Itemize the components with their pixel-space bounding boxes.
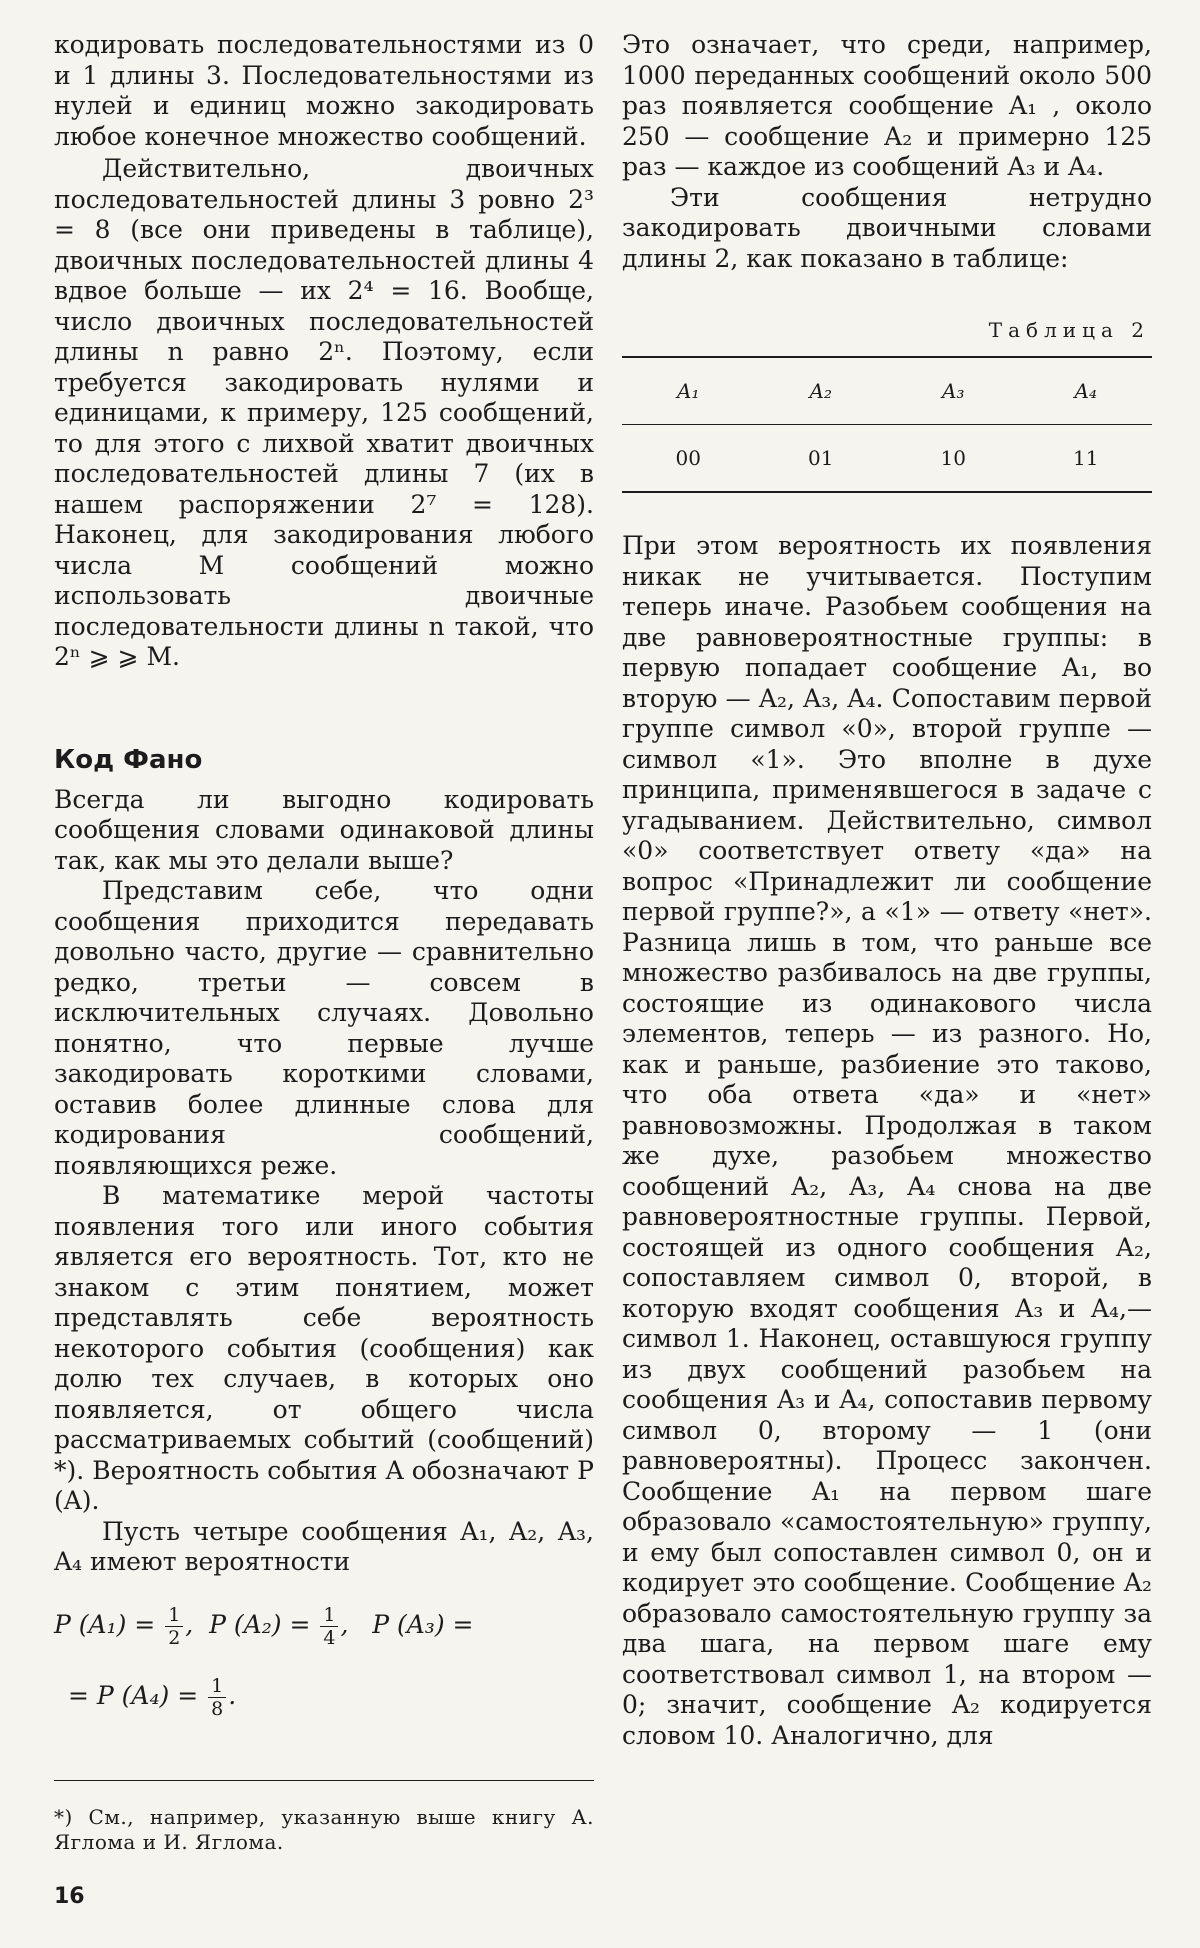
footnote: *) См., например, указанную выше книгу А. Яглома и И. Яглома.: [54, 1804, 594, 1854]
table-cell: 01: [808, 446, 834, 470]
formula-term: = P (A₄) =: [68, 1680, 199, 1710]
paragraph: Всегда ли выгодно кодировать сообщения словами одинаковой длины так, как мы это делали выше?: [54, 784, 594, 875]
right-column: [622, 30, 1152, 1751]
left-column: [54, 30, 594, 1855]
table-header-row: [622, 357, 1152, 425]
probability-formula: P (A₁) = $\frac{1}{2}$ , P (A₂) = $\frac{1}{4}$ , P (A₃) = = P (A₄) = $\frac{1}{8}$ .: [54, 1603, 474, 1720]
formula-term: P (A₃) =: [372, 1609, 474, 1639]
page-number: 16: [54, 1884, 85, 1909]
paragraph: кодировать последовательностями из 0 и 1 длины 3. Последовательностями из нулей и единиц можно закодировать любое конечное множество сообщений.: [54, 30, 594, 151]
table-header-cell: A₄: [1074, 379, 1097, 403]
paragraph: При этом вероятность их появления никак не учитывается. Поступим теперь иначе. Разобьем сообщения на две равновероятностные группы: в первую попадает сообщение A₁, во вторую — A₂, A₃, A₄. Сопоставим первой группе символ «0», второй группе — символ «1». Это вполне в духе принципа, применявшегося в задаче с угадыванием. Действительно, символ «0» соответствует ответу «да» на вопрос «Принадлежит ли сообщение первой группе?», а «1» — ответу «нет». Разница лишь в том, что раньше все множество разбивалось на две группы, состоящие из одинакового числа элементов, теперь — из разного. Но, как и раньше, разбиение это таково, что оба ответа «да» и «нет» равновозможны. Продолжая в таком же духе, разобьем множество сообщений A₂, A₃, A₄ снова на две равновероятностные группы. Первой, состоящей из одного сообщения A₂, сопоставляем символ 0, второй, в которую входят сообщения A₃ и A₄,— символ 1. Наконец, оставшуюся группу из двух сообщений разобьем на сообщения A₃ и A₄, сопоставив первому символ 0, второму — 1 (они равновероятны). Процесс закончен. Сообщение A₁ на первом шаге образовало «самостоятельную» группу, и ему был сопоставлен символ 0, он и кодирует это сообщение. Сообщение A₂ образовало самостоятельную группу за два шага, на первом шаге ему соответствовал символ 1, на втором — 0; значит, сообщение A₂ кодируется словом 10. Аналогично, для: [622, 531, 1152, 1750]
code-table: [622, 356, 1152, 493]
paragraph: Представим себе, что одни сообщения приходится передавать довольно часто, другие — сравнительно редко, третьи — совсем в исключительных случаях. Довольно понятно, что первые лучше закодировать короткими словами, оставив более длинные слова для кодирования сообщений, появляющихся реже.: [54, 876, 594, 1180]
paragraph: Пусть четыре сообщения A₁, A₂, A₃, A₄ имеют вероятности: [54, 1516, 594, 1576]
paragraph: В математике мерой частоты появления того или иного события является его вероятность. Тот, кто не знаком с этим понятием, может представлять себе вероятность некоторого события (сообщения) как долю тех случаев, в которых оно появляется, от общего числа рассматриваемых событий (сообщений) *). Вероятность события A обозначают P (A).: [54, 1181, 594, 1515]
table-header-cell: A₂: [809, 379, 832, 403]
paragraph: Действительно, двоичных последовательностей длины 3 ровно 2³ = 8 (все они приведены в таблице), двоичных последовательностей длины 4 вдвое больше — их 2⁴ = 16. Вообще, число двоичных последовательностей длины n равно 2ⁿ. Поэтому, если требуется закодировать нулями и единицами, к примеру, 125 сообщений, то для этого с лихвой хватит двоичных последовательностей длины 7 (их в нашем распоряжении 2⁷ = 128). Наконец, для закодирования любого числа M сообщений можно использовать двоичные последовательности длины n такой, что 2ⁿ ⩾ ⩾ M.: [54, 154, 594, 671]
fraction: $\frac{1}{4}$: [320, 1604, 338, 1649]
table-cell: 11: [1073, 446, 1099, 470]
formula-term: P (A₁) =: [54, 1609, 156, 1639]
section-heading: Код Фано: [54, 744, 203, 775]
table-cell: 00: [675, 446, 701, 470]
table-cell: 10: [940, 446, 966, 470]
table-row: [622, 425, 1152, 493]
table-caption: Таблица 2: [988, 318, 1150, 342]
fraction: $\frac{1}{8}$: [208, 1675, 226, 1720]
footnote-divider: [54, 1780, 594, 1781]
table-header-cell: A₃: [942, 379, 965, 403]
table-header-cell: A₁: [677, 379, 700, 403]
formula-term: P (A₂) =: [209, 1609, 311, 1639]
paragraph: Это означает, что среди, например, 1000 переданных сообщений около 500 раз появляется сообщение A₁ , около 250 — сообщение A₂ и примерно 125 раз — каждое из сообщений A₃ и A₄.: [622, 30, 1152, 181]
fraction: $\frac{1}{2}$: [165, 1604, 183, 1649]
paragraph: Эти сообщения нетрудно закодировать двоичными словами длины 2, как показано в таблице:: [622, 182, 1152, 273]
